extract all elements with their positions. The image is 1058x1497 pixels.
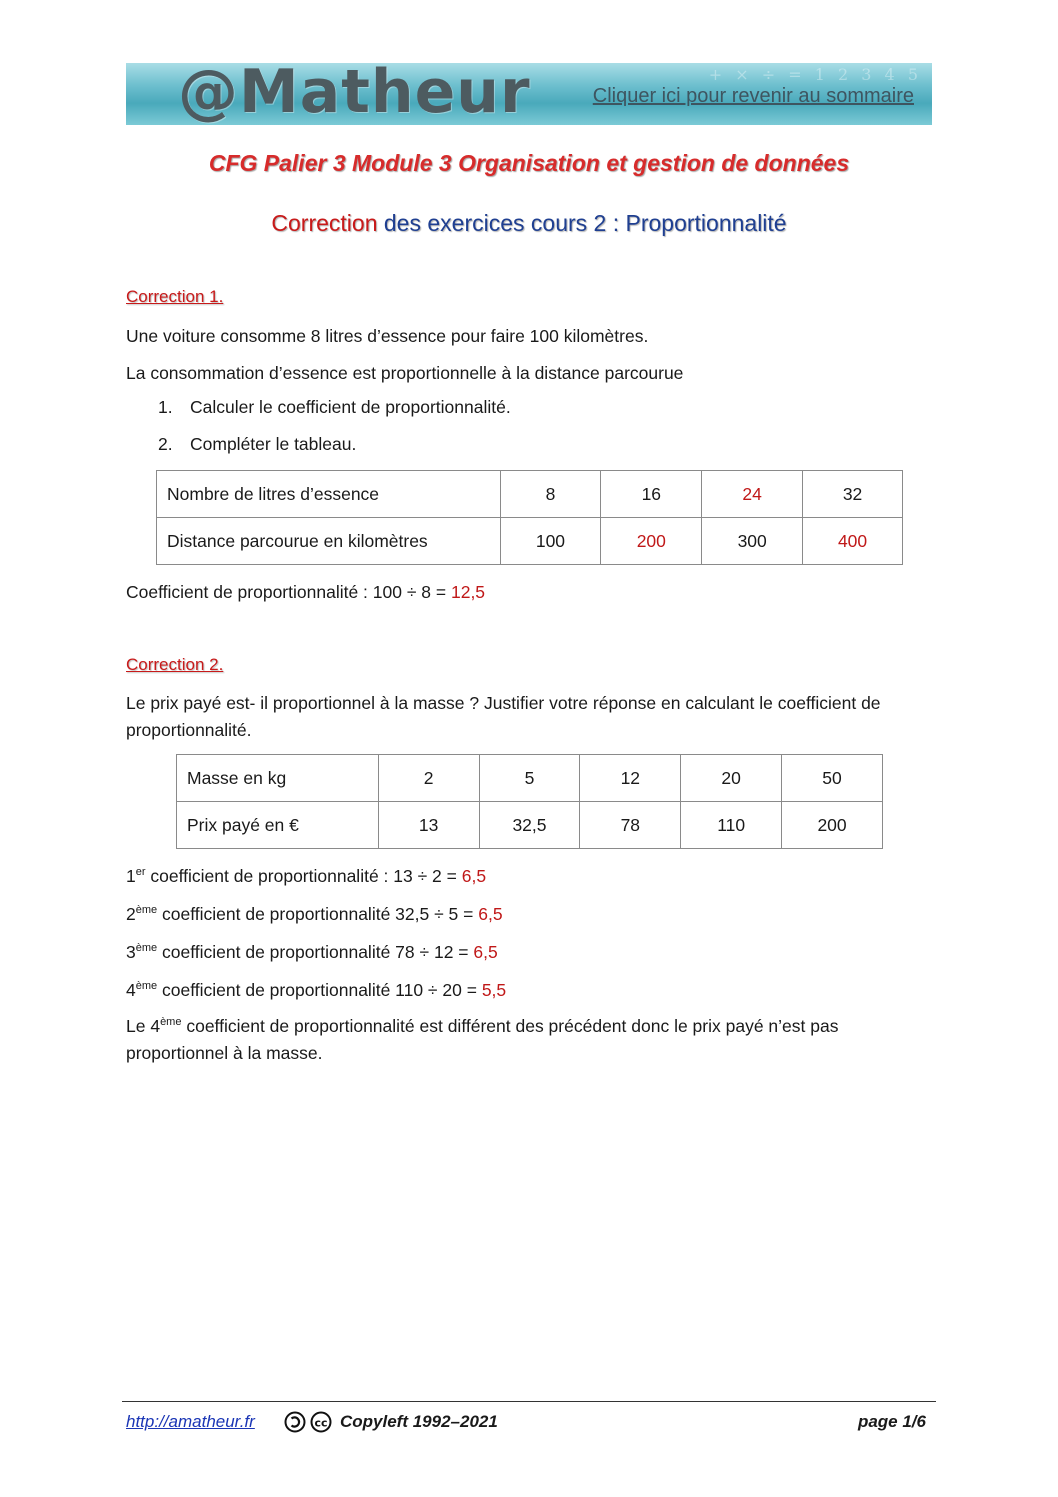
ordinal-number: 1: [126, 866, 136, 886]
ordinal-suffix: ème: [135, 980, 158, 992]
ex2-question: Le prix payé est- il proportionnel à la masse ? Justifier votre réponse en calculant le coefficient de proportionnalité.: [126, 693, 881, 740]
subtitle-correction-word: Correction: [271, 210, 378, 236]
ex2-conclusion: [126, 1013, 936, 1067]
table-cell: Distance parcourue en kilomètres: [157, 518, 501, 565]
table-cell: Nombre de litres d’essence: [157, 471, 501, 518]
coefficient-text: coefficient de proportionnalité : 13 ÷ 2 =: [145, 866, 462, 886]
subtitle-rest: des exercices cours 2 : Proportionnalité: [377, 210, 787, 236]
coefficient-value: 6,5: [461, 866, 487, 886]
table-cell: 50: [782, 755, 883, 802]
table-cell: 32,5: [479, 802, 580, 849]
coefficient-value: 5,5: [481, 980, 507, 1000]
table-row: [177, 755, 883, 802]
ex1-statement-1: Une voiture consomme 8 litres d’essence pour faire 100 kilomètres.: [126, 326, 649, 346]
license-icons: [284, 1410, 336, 1439]
document-title: CFG Palier 3 Module 3 Organisation et gestion de données: [208, 150, 850, 176]
ex2-coefficient-line-2: [126, 901, 936, 928]
copyleft-icon: [284, 1410, 336, 1434]
list-text: Calculer le coefficient de proportionnalité.: [190, 397, 511, 417]
ex1-list-item-2: [158, 434, 356, 455]
coefficient-value: 12,5: [450, 582, 486, 602]
coefficient-text: Coefficient de proportionnalité : 100 ÷ 8 =: [126, 582, 451, 602]
correction-1-heading: Correction 1.: [126, 287, 224, 306]
table-cell: 200: [782, 802, 883, 849]
list-number: 2.: [158, 434, 173, 454]
ex2-coefficient-line-4: [126, 977, 936, 1004]
ex2-coefficient-line-3: [126, 939, 936, 966]
ordinal-suffix: ème: [160, 1016, 182, 1028]
table-cell: 12: [580, 755, 681, 802]
ex2-coefficient-line-1: [126, 863, 936, 890]
table-cell: 20: [681, 755, 782, 802]
list-text: Compléter le tableau.: [190, 434, 357, 454]
table-cell: 2: [378, 755, 479, 802]
table-cell: 13: [378, 802, 479, 849]
table-cell: 32: [803, 471, 903, 518]
footer-divider: [122, 1401, 936, 1402]
table-cell: Prix payé en €: [177, 802, 379, 849]
coefficient-text: coefficient de proportionnalité 110 ÷ 20 =: [157, 980, 482, 1000]
ordinal-number: 2: [126, 904, 136, 924]
table-cell: 100: [500, 518, 601, 565]
table-cell: 8: [500, 471, 601, 518]
table-cell: 400: [803, 518, 903, 565]
site-logo: @Matheur: [178, 63, 531, 125]
back-to-summary-link[interactable]: Cliquer ici pour revenir au sommaire: [592, 85, 914, 107]
table-row: [177, 802, 883, 849]
table-cell: 300: [702, 518, 803, 565]
ordinal-suffix: ème: [135, 942, 158, 954]
coefficient-text: coefficient de proportionnalité 32,5 ÷ 5 =: [157, 904, 479, 924]
table-cell: 200: [601, 518, 702, 565]
ex1-statement-2: La consommation d’essence est proportionnelle à la distance parcourue: [126, 363, 684, 383]
page-number: page 1/6: [857, 1412, 926, 1431]
table-cell: 5: [479, 755, 580, 802]
banner-decoration: + × ÷ = 1 2 3 4 5: [708, 65, 922, 84]
svg-text:cc: cc: [314, 1416, 328, 1430]
ordinal-suffix: er: [135, 866, 146, 878]
copyleft-text: Copyleft 1992–2021: [340, 1412, 498, 1431]
document-subtitle: [0, 210, 1058, 237]
ex2-table: [176, 754, 883, 849]
ordinal-number: 4: [126, 980, 136, 1000]
coefficient-value: 6,5: [473, 942, 498, 962]
table-cell: 24: [702, 471, 803, 518]
conclusion-rest: coefficient de proportionnalité est différent des précédent donc le prix payé n’est pas proportionnel à la masse.: [126, 1016, 839, 1063]
table-cell: 110: [681, 802, 782, 849]
coefficient-text: coefficient de proportionnalité 78 ÷ 12 =: [157, 942, 474, 962]
coefficient-value: 6,5: [478, 904, 503, 924]
table-row: [157, 471, 903, 518]
table-cell: 16: [601, 471, 702, 518]
ex1-table: [156, 470, 903, 565]
ordinal-suffix: ème: [135, 904, 158, 916]
footer-site-link[interactable]: http://amatheur.fr: [126, 1412, 255, 1431]
ordinal-number: 3: [126, 942, 136, 962]
conclusion-start: Le 4: [126, 1016, 161, 1036]
list-number: 1.: [158, 397, 173, 417]
ex1-coefficient-line: [126, 579, 936, 606]
header-banner: [126, 63, 932, 125]
table-cell: 78: [580, 802, 681, 849]
table-cell: Masse en kg: [177, 755, 379, 802]
ex1-list-item-1: [158, 397, 511, 418]
correction-2-heading: Correction 2.: [126, 655, 224, 674]
table-row: [157, 518, 903, 565]
